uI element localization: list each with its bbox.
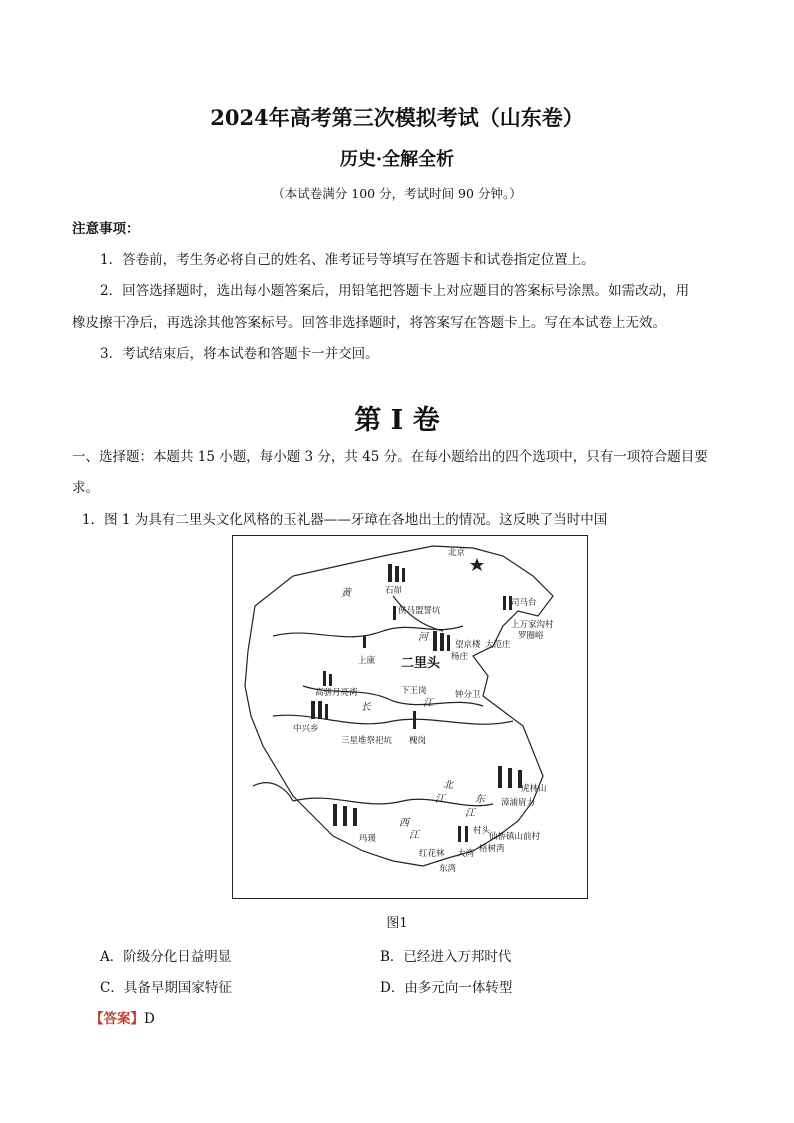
map-label-cuntou: 村头 [473,826,491,836]
map-label-bei: 北 [443,780,453,791]
notice-heading: 注意事项： [72,221,140,237]
map-label-dong: 东 [475,794,485,805]
map-label-honghualin: 红花林 [419,849,445,859]
option-c: C．具备早期国家特征 [100,980,232,996]
map-label-he: 河 [418,632,428,643]
notice-item-1: 1．答卷前，考生务必将自己的姓名、准考证号等填写在答题卡和试卷指定位置上。 [100,252,595,268]
section-intro-cont: 求。 [72,480,99,496]
option-a: A．阶级分化日益明显 [100,949,232,965]
page-title: 2024年高考第三次模拟考试（山东卷） [210,105,584,130]
exam-note: （本试卷满分 100 分，考试时间 90 分钟。） [272,186,522,201]
map-label-shimao: 石峁 [385,586,403,596]
question-stem: 1．图 1 为具有二里头文化风格的玉礼器——牙璋在各地出土的情况。这反映了当时中国 [82,512,608,528]
map-label-chang: 长 [361,702,371,713]
capital-star-icon [470,558,484,571]
option-d: D．由多元向一体转型 [380,980,513,996]
map-label-zhongfen: 钟分卫 [455,690,481,700]
option-b: B．已经进入万邦时代 [380,949,512,965]
map-label-huaigang: 槐岗 [409,736,427,746]
map-label-gaopiandian: 高骈月亮湾 [315,688,358,698]
map-label-jiang-2: 江 [435,794,445,805]
map-label-wangjinglou: 望京楼 [455,640,481,650]
page-subtitle: 历史·全解全析 [339,149,455,170]
map-label-geshuwan: 格树湾 [479,844,505,854]
map-label-luoquanyu: 罗圈峪 [518,631,544,641]
map-label-xiawanggang: 下王岗 [401,686,427,696]
map-label-erlitou: 二里头 [401,656,441,671]
map-label-dafanzhuang: 大范庄 [485,640,511,650]
map-label-shangwanjia: 上万家沟村 [511,620,554,630]
map-label-yangzhuang: 杨庄 [451,652,469,662]
section-intro: 一、选择题：本题共 15 小题，每小题 3 分，共 45 分。在每小题给出的四个选项中，只有一项符合题目要 [72,449,708,465]
map-label-shangkang: 上康 [358,656,376,666]
answer-value: D [144,1011,155,1027]
map-label-xi: 西 [399,818,409,829]
map-figure [232,535,588,899]
map-label-jiang-4: 江 [409,830,419,841]
map-label-mayuan: 玛瑗 [359,834,377,844]
answer-line [90,1007,155,1027]
notice-item-3: 3．考试结束后，将本试卷和答题卡一并交回。 [100,346,379,362]
map-label-jiang-1: 江 [423,698,433,709]
map-label-beijing: 北京 [448,548,466,558]
map-label-zhangpu: 漳浦眉力 [501,798,536,808]
figure-caption: 图1 [386,916,408,931]
section-title: 第 I 卷 [354,405,440,436]
map-label-houma: 侯马盟誓坑 [398,606,441,616]
map-label-yuanlinshan: 虎林山 [521,784,547,794]
answer-label: 【答案】 [90,1011,144,1027]
notice-item-2-cont: 橡皮擦干净后，再选涂其他答案标号。回答非选择题时，将答案写在答题卡上。写在本试卷上无效。 [72,315,666,331]
map-drawing [233,536,588,899]
map-label-huang: 黄 [341,588,351,599]
map-label-jiang-3: 江 [465,808,475,819]
map-label-xianqiao: 仙桥镇山前村 [489,832,541,842]
map-label-dongwan: 东湾 [439,864,457,874]
map-label-sanxingdui: 三星堆祭祀坑 [341,736,393,746]
map-label-simadian: 司马台 [511,598,537,608]
map-label-dawan: 大湾 [457,849,475,859]
map-label-zhongxingxiang: 中兴乡 [293,724,319,734]
notice-item-2: 2．回答选择题时，选出每小题答案后，用铅笔把答题卡上对应题目的答案标号涂黑。如需改动，用 [100,283,690,299]
